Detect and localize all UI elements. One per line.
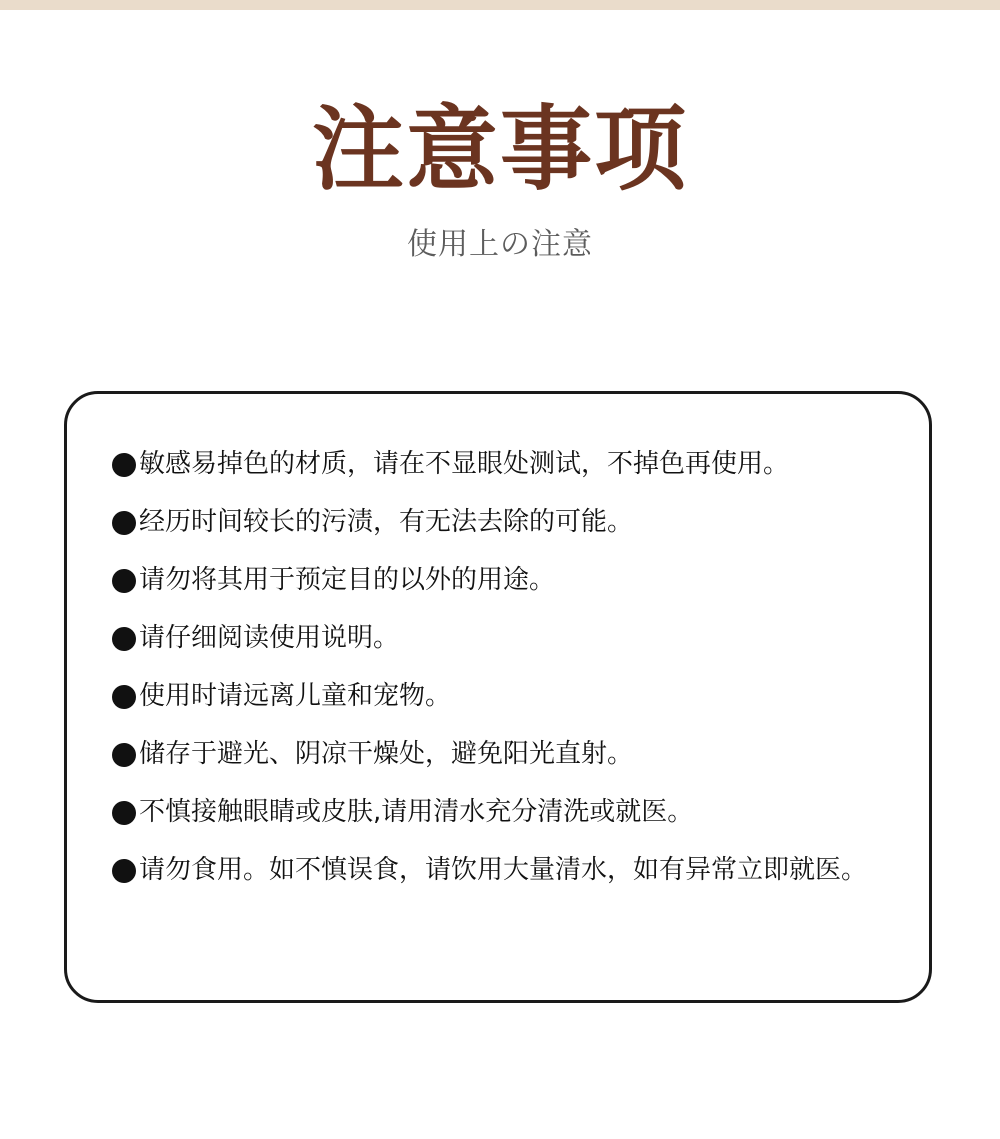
notice-text: 不慎接触眼睛或皮肤,请用清水充分清洗或就医。 (139, 797, 694, 827)
notice-item (112, 680, 892, 713)
bullet-dot-icon (112, 859, 136, 883)
bullet-dot-icon (112, 569, 136, 593)
notice-text: 使用时请远离儿童和宠物。 (139, 681, 452, 711)
notice-text: 请勿将其用于预定目的以外的用途。 (139, 565, 556, 595)
notice-text: 储存于避光、阴凉干燥处，避免阳光直射。 (139, 739, 634, 769)
notice-item (112, 738, 892, 771)
notice-item (112, 448, 892, 481)
bullet-dot-icon (112, 627, 136, 651)
notice-text: 敏感易掉色的材质，请在不显眼处测试，不掉色再使用。 (139, 449, 790, 479)
top-accent-bar (0, 0, 1000, 10)
notice-text: 请仔细阅读使用说明。 (139, 623, 400, 653)
notice-list (112, 448, 892, 887)
notice-item (112, 854, 892, 887)
bullet-dot-icon (112, 801, 136, 825)
notice-item (112, 796, 892, 829)
notice-item (112, 622, 892, 655)
notice-item (112, 564, 892, 597)
notice-text: 经历时间较长的污渍，有无法去除的可能。 (139, 507, 634, 537)
page-subtitle: 使用上の注意 (407, 227, 593, 262)
notice-item (112, 506, 892, 539)
bullet-dot-icon (112, 743, 136, 767)
bullet-dot-icon (112, 511, 136, 535)
bullet-dot-icon (112, 453, 136, 477)
page-title: 注意事项 (311, 96, 688, 203)
bullet-dot-icon (112, 685, 136, 709)
notice-text: 请勿食用。如不慎误食，请饮用大量清水，如有异常立即就医。 (139, 855, 868, 885)
